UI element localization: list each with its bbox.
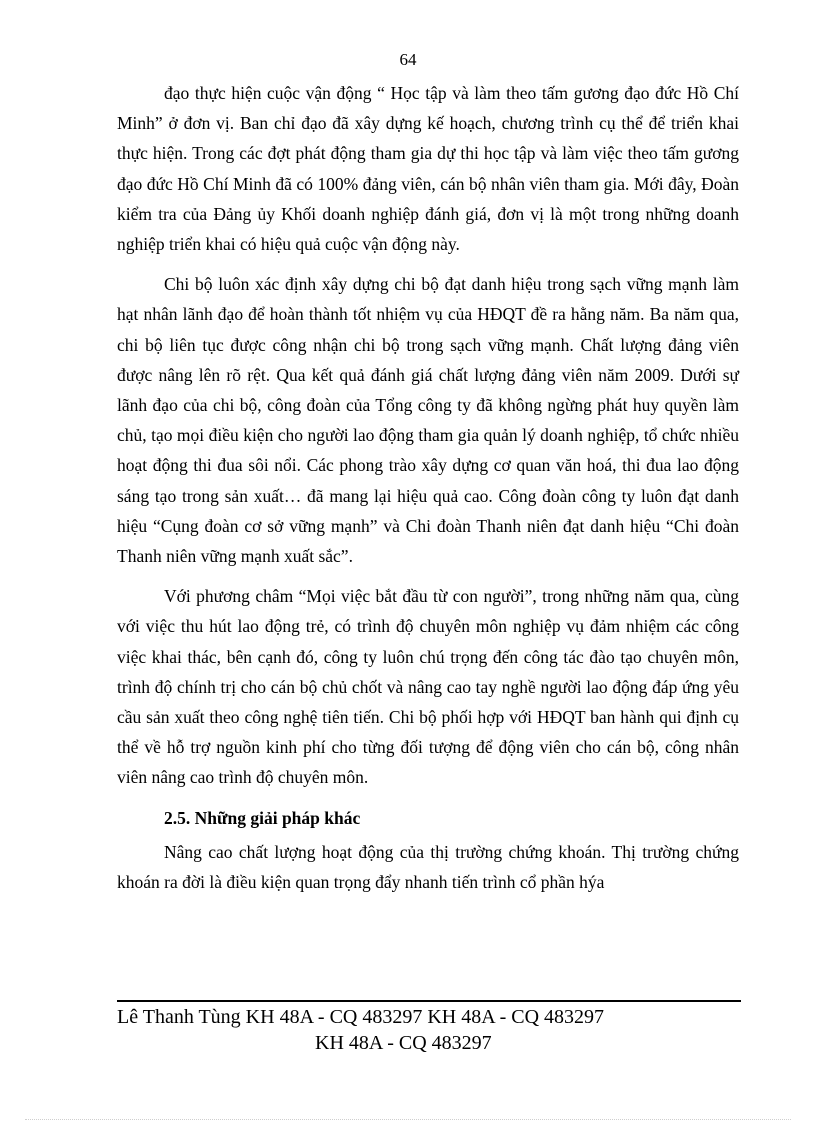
- paragraph-stock-market: Nâng cao chất lượng hoạt động của thị trường chứng khoán. Thị trường chứng khoán ra đời là điều kiện quan trọng đẩy nhanh tiến trình cổ phần hýa: [117, 841, 739, 893]
- footer-divider: [117, 1000, 741, 1002]
- page-number: 64: [399, 50, 417, 69]
- footer: [117, 1004, 741, 1056]
- paragraph-training: Với phương châm “Mọi việc bắt đầu từ con người”, trong những năm qua, cùng với việc thu hút lao động trẻ, có trình độ chuyên môn nghiệp vụ đảm nhiệm các công việc khai thác, bên cạnh đó, công ty luôn chú trọng đến công tác đào tạo chuyên môn, trình độ chính trị cho cán bộ chủ chốt và nâng cao tay nghề người lao động đáp ứng yêu cầu sản xuất theo công nghệ tiên tiến. Chi bộ phối hợp với HĐQT ban hành qui định cụ thể về hỗ trợ nguồn kinh phí cho từng đối tượng để động viên cho cán bộ, công nhân viên nâng cao trình độ chuyên môn.: [117, 586, 739, 788]
- body-text: [117, 78, 739, 897]
- footer-author-line: Lê Thanh Tùng KH 48A - CQ 483297 KH 48A - CQ 483297: [117, 1006, 605, 1028]
- paragraph-campaign: đạo thực hiện cuộc vận động “ Học tập và làm theo tấm gương đạo đức Hồ Chí Minh” ở đơn vị. Ban chỉ đạo đã xây dựng kế hoạch, chương trình cụ thể để triển khai thực hiện. Trong các đợt phát động tham gia dự thi học tập và làm việc theo tấm gương đạo đức Hồ Chí Minh đã có 100% đảng viên, cán bộ nhân viên tham gia. Mới đây, Đoàn kiểm tra của Đảng ủy Khối doanh nghiệp đánh giá, đơn vị là một trong những doanh nghiệp triển khai có hiệu quả cuộc vận động này.: [117, 83, 739, 255]
- footer-class-line: KH 48A - CQ 483297: [315, 1032, 492, 1054]
- page-bottom-border: [25, 1119, 791, 1120]
- paragraph-party-cell: Chi bộ luôn xác định xây dựng chi bộ đạt danh hiệu trong sạch vững mạnh làm hạt nhân lãnh đạo để hoàn thành tốt nhiệm vụ của HĐQT đề ra hằng năm. Ba năm qua, chi bộ liên tục được công nhận chi bộ trong sạch vững mạnh. Chất lượng đảng viên được nâng lên rõ rệt. Qua kết quả đánh giá chất lượng đảng viên năm 2009. Dưới sự lãnh đạo của chi bộ, công đoàn của Tổng công ty đã không ngừng phát huy quyền làm chủ, tạo mọi điều kiện cho người lao động tham gia quản lý doanh nghiệp, tổ chức nhiều hoạt động thi đua sôi nổi. Các phong trào xây dựng cơ quan văn hoá, thi đua lao động sáng tạo trong sản xuất… đã mang lại hiệu quả cao. Công đoàn công ty luôn đạt danh hiệu “Cụng đoàn cơ sở vững mạnh” và Chi đoàn Thanh niên đạt danh hiệu “Chi đoàn Thanh niên vững mạnh xuất sắc”.: [117, 274, 739, 567]
- section-heading: 2.5. Những giải pháp khác: [164, 807, 361, 828]
